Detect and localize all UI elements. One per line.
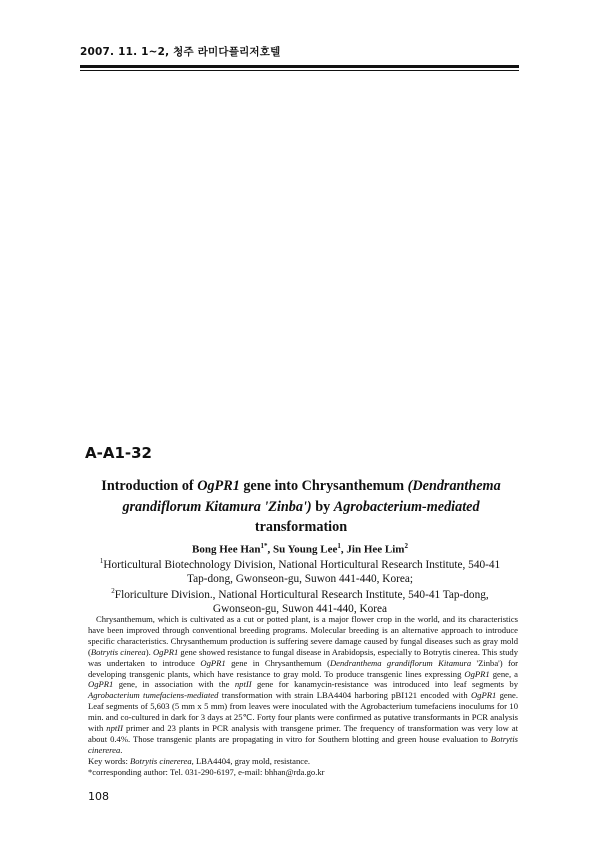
affiliation-mark: 2: [111, 587, 115, 595]
author-affiliation-mark: 2: [404, 542, 408, 550]
abstract-text: Chrysanthemum, which is cultivated as a cut or potted plant, is a major flower crop in the world, and its characteristics have been improved through conventional breeding programs. Molecular breeding is an alternative approach to introduce specific characteristics. Chrysanthemum production is suffering severe damage caused by fungal diseases such as gray mold (: [88, 614, 518, 657]
page-number: 108: [88, 790, 109, 803]
abstract-text: ).: [145, 646, 153, 657]
title-part: gene into Chrysanthemum: [239, 478, 408, 494]
title-species-name: (Dendranthema grandiflorum Kitamura 'Zinba'): [122, 478, 501, 515]
abstract-italic: nptII: [234, 679, 252, 690]
paper-title: [95, 476, 507, 538]
author-name: Bong Hee Han: [192, 543, 261, 556]
abstract-text: gene for kanamycin-resistance was introduced into leaf segments by: [251, 679, 518, 690]
abstract-code: A-A1-32: [85, 444, 152, 462]
header-rule-thin: [80, 70, 519, 71]
abstract-italic: Dendranthema grandiflorum Kitamura: [329, 657, 472, 668]
abstract-text: gene, a: [489, 668, 518, 679]
abstract-italic: Botrytis cinererea: [88, 733, 518, 755]
abstract-text: primer and 23 plants in PCR analysis with transgene primer. The frequency of transformation was very low at about 0.4%. Those transgenic plants are propagating in vitro for Southern blotting and green house evaluation to: [88, 723, 518, 744]
author-name: Su Young Lee: [273, 543, 338, 556]
abstract-italic: OgPR1: [152, 646, 179, 657]
keyword-italic: Botrytis cinererea: [130, 755, 192, 766]
abstract-paragraph: [88, 614, 518, 756]
abstract-italic: Agrobacterium tumefaciens-mediated: [88, 690, 219, 701]
title-part: by: [311, 498, 334, 515]
affiliation-2: [80, 584, 520, 616]
keywords-line: [88, 756, 518, 767]
affiliation-line: Tap-dong, Gwonseon-gu, Suwon 441-440, Korea;: [186, 572, 414, 585]
author-separator: ,: [340, 543, 347, 556]
affiliation-line: [80, 584, 520, 602]
abstract-italic: Botrytis cinerea: [90, 646, 146, 657]
author-name: Jin Hee Lim: [346, 543, 405, 556]
title-part: Introduction of: [101, 478, 198, 494]
affiliation-line: Gwonseon-gu, Suwon 441-440, Korea: [212, 602, 388, 615]
abstract-text: .: [120, 744, 123, 755]
abstract-italic: nptII: [106, 723, 124, 734]
abstract-text: gene. Leaf segments of 5,603 (5 mm x 5 mm) from leaves were inoculated with the Agrobacterium tumefaciens inoculums for 10 min. and co-cultured in dark for 3 days at 25℃. Forty four plants were confirmed as putative transformants in PCR analysis with: [88, 690, 518, 734]
corresponding-author: *corresponding author: Tel. 031-290-6197, e-mail: bhhan@rda.go.kr: [88, 766, 325, 777]
abstract-text: gene, in association with the: [113, 679, 235, 690]
author-separator: ,: [267, 543, 273, 556]
author-affiliation-mark: 1*: [260, 542, 268, 550]
abstract-italic: OgPR1: [464, 668, 490, 679]
abstract-text: transformation with strain LBA4404 harboring pBI121 encoded with: [218, 690, 471, 701]
affiliation-line: [80, 554, 520, 572]
abstract-italic: OgPR1: [88, 679, 114, 690]
abstract-body: [88, 614, 518, 778]
header-rule-thick: [80, 65, 519, 68]
title-part: transformation: [254, 519, 348, 535]
affiliation-1: [80, 554, 520, 586]
keywords-label: Key words:: [88, 755, 131, 766]
abstract-text: gene showed resistance to fungal disease in Arabidopsis, especially to Botrytis cinerea. This study was undertaken to introduce: [88, 646, 519, 668]
author-affiliation-mark: 1: [337, 542, 341, 550]
running-header: 2007. 11. 1~2, 청주 라미다플리저호텔: [80, 46, 281, 58]
keywords-text: , LBA4404, gray mold, resistance.: [191, 755, 311, 766]
affiliation-text: Horticultural Biotechnology Division, National Horticultural Research Institute, 540-41: [103, 558, 501, 571]
title-gene-name: OgPR1: [197, 478, 240, 494]
affiliation-text: Floriculture Division., National Horticultural Research Institute, 540-41 Tap-dong,: [114, 588, 489, 601]
abstract-italic: OgPR1: [470, 690, 497, 701]
title-method: Agrobacterium-mediated: [333, 498, 480, 515]
abstract-italic: OgPR1: [200, 657, 226, 668]
abstract-text: 'Zinba') for developing transgenic plants, which have resistance to gray mold. To produce transgenic lines expressing: [88, 657, 519, 679]
affiliation-mark: 1: [99, 557, 104, 565]
abstract-text: gene in Chrysanthemum (: [225, 657, 330, 668]
